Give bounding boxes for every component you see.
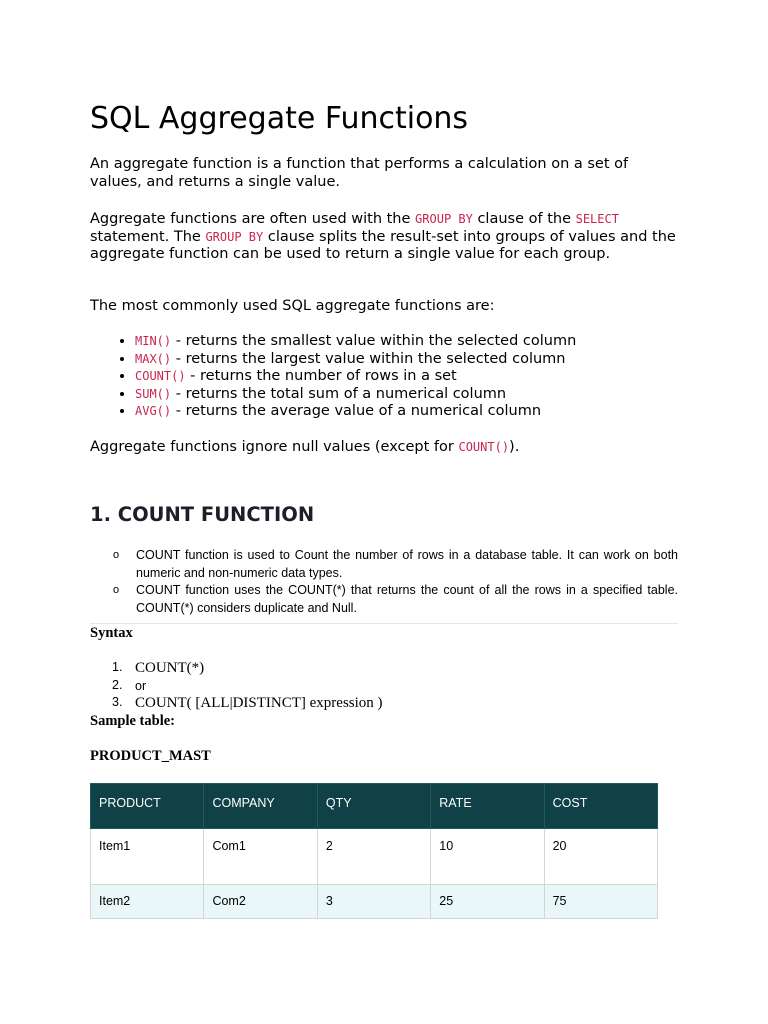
column-header: PRODUCT (91, 784, 204, 829)
table-cell: Item1 (91, 829, 204, 885)
divider (90, 623, 678, 624)
list-item (90, 659, 678, 677)
table-cell: 10 (431, 829, 544, 885)
bullet-marker: o (113, 549, 120, 561)
bullet-marker: o (113, 584, 120, 596)
column-header: RATE (431, 784, 544, 829)
list-item (135, 368, 576, 386)
table-row (91, 829, 658, 885)
function-code: COUNT() (135, 369, 186, 383)
function-description: - returns the largest value within the selected column (171, 350, 566, 367)
column-header: QTY (317, 784, 430, 829)
text-span: ). (509, 439, 520, 455)
point-text: COUNT function uses the COUNT(*) that returns the count of all the rows in a specified table. COUNT(*) considers duplicate and Null. (136, 583, 678, 615)
list-item (90, 547, 678, 582)
text-span: Aggregate functions are often used with the (90, 211, 416, 227)
code-count: COUNT() (458, 440, 510, 454)
column-header: COMPANY (204, 784, 317, 829)
list-item (90, 582, 678, 617)
code-group-by: GROUP BY (415, 212, 473, 226)
list-item (135, 333, 576, 351)
syntax-text: COUNT( [ALL|DISTINCT] expression ) (135, 695, 383, 711)
table-name: PRODUCT_MAST (90, 748, 211, 764)
item-number: 3. (112, 695, 123, 709)
product-table (90, 783, 658, 919)
text-span: statement. The (90, 228, 206, 245)
code-group-by: GROUP BY (205, 229, 264, 244)
table-cell: Item2 (91, 885, 204, 919)
point-text: COUNT function is used to Count the number of rows in a database table. It can work on both numeric and non-numeric data types. (136, 548, 678, 580)
intro-paragraph: An aggregate function is a function that performs a calculation on a set of values, and returns a single value. (90, 156, 629, 190)
list-item (90, 677, 678, 695)
function-code: AVG() (135, 404, 172, 418)
functions-list (90, 333, 576, 421)
list-item (90, 694, 678, 712)
text-span: clause splits the result-set into groups of values and the aggregate function can be used to return a single value for each group. (90, 228, 676, 262)
sample-table-label: Sample table: (90, 713, 175, 729)
item-number: 1. (112, 660, 123, 674)
table-cell: Com1 (204, 829, 317, 885)
function-description: - returns the total sum of a numerical column (171, 385, 507, 402)
function-code: SUM() (135, 386, 172, 401)
syntax-text: or (135, 678, 147, 693)
syntax-text: COUNT(*) (135, 660, 205, 676)
code-select: SELECT (575, 212, 619, 226)
list-item (135, 386, 576, 404)
section-heading: 1. COUNT FUNCTION (90, 503, 315, 526)
function-description: - returns the smallest value within the selected column (171, 333, 577, 349)
table-cell: Com2 (204, 885, 317, 919)
table-cell: 20 (544, 829, 657, 885)
function-code: MIN() (135, 334, 172, 348)
group-by-paragraph (90, 211, 678, 264)
function-description: - returns the number of rows in a set (185, 368, 457, 384)
syntax-label: Syntax (90, 625, 133, 641)
item-number: 2. (112, 677, 123, 692)
common-functions-intro: The most commonly used SQL aggregate functions are: (90, 298, 495, 314)
function-code: MAX() (135, 351, 172, 366)
table-row (91, 885, 658, 919)
null-values-note (90, 439, 678, 457)
count-points-list (90, 547, 678, 617)
table-cell: 3 (317, 885, 430, 919)
table-cell: 2 (317, 829, 430, 885)
list-item (135, 351, 576, 369)
column-header: COST (544, 784, 657, 829)
text-span: clause of the (472, 211, 576, 227)
syntax-list (90, 659, 678, 712)
function-description: - returns the average value of a numerical column (171, 403, 542, 419)
table-cell: 75 (544, 885, 657, 919)
page-title: SQL Aggregate Functions (90, 101, 469, 136)
text-span: Aggregate functions ignore null values (except for (90, 439, 459, 455)
list-item (135, 403, 576, 421)
table-header-row (91, 784, 658, 829)
table-cell: 25 (431, 885, 544, 919)
